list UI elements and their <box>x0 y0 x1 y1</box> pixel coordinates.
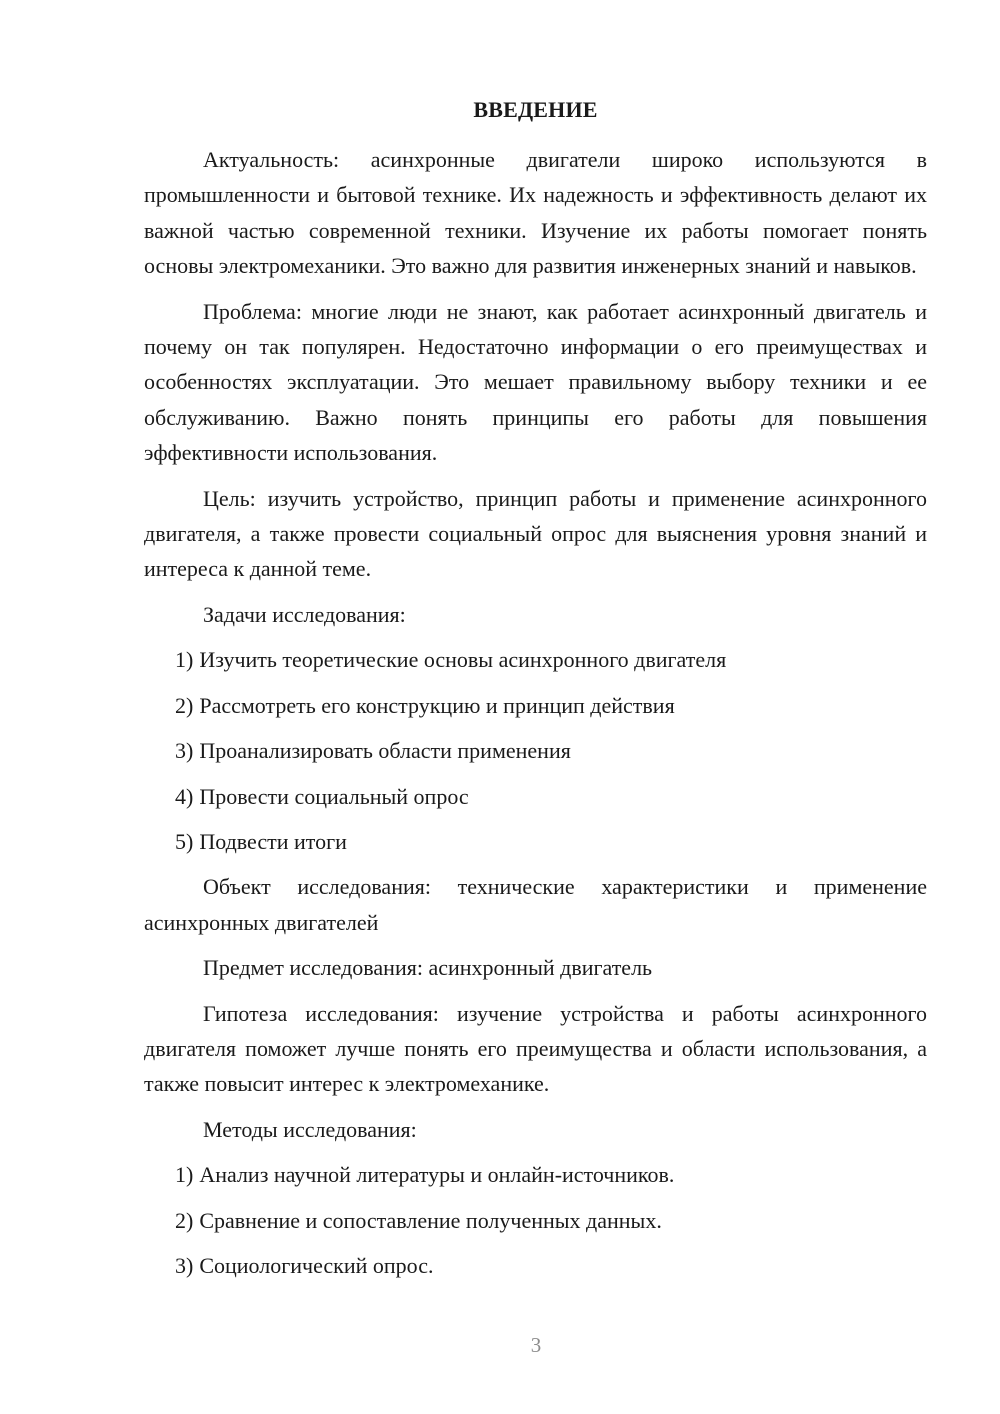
list-item-number: 5) <box>175 828 194 854</box>
problem-paragraph: Проблема: многие люди не знают, как работает асинхронный двигатель и почему он так популярен. Недостаточно информации о его преимуществах и особенностях эксплуатации. Это мешает правильному выбору техники и ее обслуживанию. Важно понять принципы его работы для повышения эффективности использования. <box>144 298 927 466</box>
list-item-number: 2) <box>175 1207 194 1233</box>
list-item-number: 4) <box>175 783 194 809</box>
list-item-number: 1) <box>175 1162 194 1188</box>
list-item-text: Изучить теоретические основы асинхронного двигателя <box>199 647 727 673</box>
object-paragraph: Объект исследования: технические характеристики и применение асинхронных двигателей <box>144 874 927 935</box>
list-item-text: Провести социальный опрос <box>199 783 469 809</box>
list-item-text: Социологический опрос. <box>199 1252 434 1278</box>
list-item <box>144 824 927 859</box>
list-item <box>144 642 927 677</box>
list-item <box>144 1248 927 1283</box>
methods-heading: Методы исследования: <box>203 1116 417 1142</box>
list-item-text: Анализ научной литературы и онлайн-источников. <box>199 1162 675 1188</box>
list-item-text: Проанализировать области применения <box>199 738 571 764</box>
list-item-number: 3) <box>175 738 194 764</box>
list-item-text: Сравнение и сопоставление полученных данных. <box>199 1207 662 1233</box>
list-item-text: Подвести итоги <box>199 828 347 854</box>
relevance-paragraph: Актуальность: асинхронные двигатели широко используются в промышленности и бытовой технике. Их надежность и эффективность делают их важной частью современной техники. Изучение их работы помогает понять основы электромеханики. Это важно для развития инженерных знаний и навыков. <box>144 147 927 279</box>
page-number: 3 <box>530 1333 542 1357</box>
hypothesis-paragraph: Гипотеза исследования: изучение устройства и работы асинхронного двигателя поможет лучше понять его преимущества и области использования, а также повысит интерес к электромеханике. <box>144 1000 927 1097</box>
page-content <box>144 92 927 1293</box>
section-title: ВВЕДЕНИЕ <box>473 97 598 122</box>
list-item-number: 1) <box>175 647 194 673</box>
list-item <box>144 779 927 814</box>
list-item <box>144 733 927 768</box>
goal-paragraph: Цель: изучить устройство, принцип работы и применение асинхронного двигателя, а также провести социальный опрос для выяснения уровня знаний и интереса к данной теме. <box>144 485 927 582</box>
list-item <box>144 1157 927 1192</box>
list-item-number: 3) <box>175 1252 194 1278</box>
list-item <box>144 688 927 723</box>
list-item-number: 2) <box>175 692 194 718</box>
subject-paragraph: Предмет исследования: асинхронный двигатель <box>203 955 653 981</box>
tasks-heading: Задачи исследования: <box>203 601 406 627</box>
methods-list <box>144 1157 927 1283</box>
list-item <box>144 1203 927 1238</box>
tasks-list <box>144 642 927 859</box>
list-item-text: Рассмотреть его конструкцию и принцип действия <box>199 692 675 718</box>
